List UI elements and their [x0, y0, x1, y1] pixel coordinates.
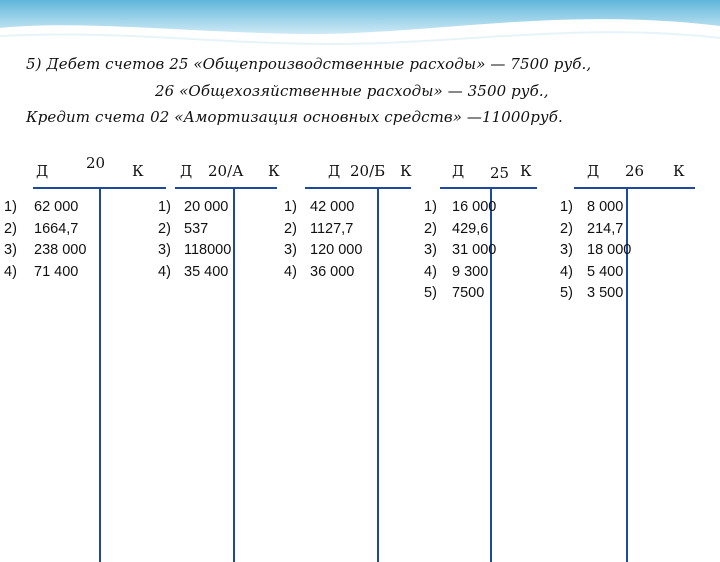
entry-row: 5) 3 500	[560, 285, 624, 302]
entry-row: 1) 16 000	[424, 199, 497, 215]
debit-label: Д	[36, 162, 49, 180]
debit-entries-list	[4, 197, 104, 283]
credit-label: К	[520, 162, 532, 180]
debit-label: Д	[328, 162, 341, 180]
account-number: 20	[86, 154, 106, 172]
account-number: 25	[490, 164, 510, 182]
heading-line-debit-25: 5) Дебет счетов 25 «Общепроизводственные расходы» — 7500 руб.,	[26, 55, 592, 73]
entry-row: 2) 537	[158, 220, 209, 237]
account-number: 20/Б	[350, 162, 386, 180]
header-wave-decoration	[0, 0, 720, 48]
entry-row: 4) 36 000	[284, 263, 355, 280]
entry-row: 3) 120 000	[284, 242, 363, 259]
entry-row: 2) 214,7	[560, 220, 624, 237]
t-account-crossbar	[305, 187, 411, 189]
entry-row: 3) 238 000	[4, 242, 87, 259]
credit-label: К	[673, 162, 685, 180]
account-number: 26	[625, 162, 645, 180]
t-account-crossbar	[574, 187, 695, 189]
entry-row: 4) 71 400	[4, 263, 79, 280]
entry-row: 5) 7500	[424, 285, 485, 302]
debit-entries-list	[560, 197, 660, 305]
credit-label: К	[132, 162, 144, 180]
t-account-crossbar	[175, 187, 277, 189]
debit-entries-list	[424, 197, 524, 305]
credit-label: К	[268, 162, 280, 180]
debit-label: Д	[587, 162, 600, 180]
entry-row: 1) 62 000	[4, 199, 79, 215]
debit-label: Д	[452, 162, 465, 180]
credit-label: К	[400, 162, 412, 180]
entry-row: 4) 5 400	[560, 263, 624, 280]
debit-entries-list	[284, 197, 384, 283]
heading-line-debit-26: 26 «Общехозяйственные расходы» — 3500 руб.,	[155, 82, 549, 100]
entry-row: 3) 18 000	[560, 242, 632, 259]
debit-entries-list	[158, 197, 258, 283]
entry-row: 2) 429,6	[424, 220, 489, 237]
entry-row: 1) 8 000	[560, 199, 624, 215]
entry-row: 3) 118000	[158, 242, 232, 259]
t-account-crossbar	[440, 187, 537, 189]
entry-row: 4) 9 300	[424, 263, 489, 280]
heading-line-credit-02: Кредит счета 02 «Амортизация основных средств» —11000руб.	[26, 108, 563, 126]
debit-label: Д	[180, 162, 193, 180]
entry-row: 3) 31 000	[424, 242, 497, 259]
entry-row: 2) 1664,7	[4, 220, 79, 237]
account-number: 20/А	[208, 162, 244, 180]
entry-row: 2) 1127,7	[284, 220, 354, 237]
entry-row: 4) 35 400	[158, 263, 229, 280]
entry-row: 1) 42 000	[284, 199, 355, 215]
entry-row: 1) 20 000	[158, 199, 229, 215]
